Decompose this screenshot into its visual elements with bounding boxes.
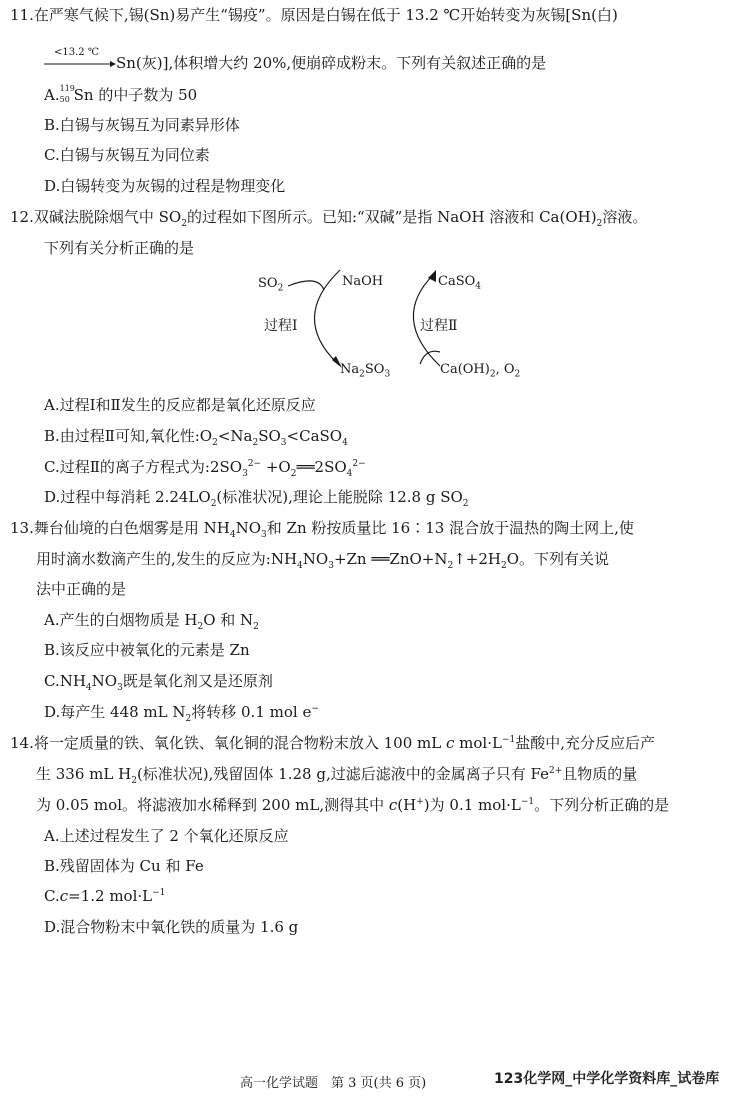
option-text: NO xyxy=(91,672,118,690)
option-text: D.每产生 448 mL N xyxy=(44,703,186,721)
subscript: 2 xyxy=(181,219,187,229)
reaction-arrow xyxy=(44,47,116,74)
q12-option-b xyxy=(44,425,348,447)
label-naoh: NaOH xyxy=(342,274,384,289)
stem-text: 生 336 mL H xyxy=(36,765,132,783)
mass-number: 119 xyxy=(59,84,75,93)
right-arrow-icon xyxy=(44,52,116,74)
q12-option-d xyxy=(44,486,469,508)
q14-stem-line-3 xyxy=(36,794,669,816)
stem-text: NO xyxy=(235,519,262,537)
subscript: 3 xyxy=(242,469,248,479)
q12-option-c xyxy=(44,456,366,478)
superscript: −1 xyxy=(152,888,166,898)
option-text: 既是氧化剂又是还原剂 xyxy=(122,672,273,690)
superscript: − xyxy=(311,704,319,714)
subscript: 4 xyxy=(229,530,236,540)
stem-text: 为 0.05 mol。将滤液加水稀释到 200 mL,测得其中 xyxy=(36,796,389,814)
subscript: 2 xyxy=(253,622,259,632)
option-text: D.过程中每消耗 2.24LO xyxy=(44,488,211,506)
q11-stem-text: 11.在严寒气候下,锡(Sn)易产生“锡疫”。原因是白锡在低于 13.2 ℃开始转变为灰锡[Sn(白) xyxy=(10,6,618,24)
formula-text: Ca(OH) xyxy=(440,362,490,377)
superscript: −1 xyxy=(520,797,535,807)
subscript: 4 xyxy=(85,683,92,693)
arrow-condition-label: <13.2 ℃ xyxy=(54,47,100,58)
stem-text: +Zn ══ZnO+N xyxy=(333,550,448,568)
q11-option-b: B.白锡与灰锡互为同素异形体 xyxy=(44,116,240,134)
q13-stem-line-3: 法中正确的是 xyxy=(36,580,127,598)
stem-text: 盐酸中,充分反应后产 xyxy=(515,734,656,752)
q13-option-d xyxy=(44,701,319,723)
q13-stem-line-1 xyxy=(10,517,634,539)
stem-text: 溶液。 xyxy=(602,208,648,226)
superscript: −1 xyxy=(501,735,516,745)
stem-text: mol·L xyxy=(454,734,502,752)
subscript: 2 xyxy=(197,622,204,632)
atomic-number: 50 xyxy=(59,95,70,104)
subscript: 2 xyxy=(252,438,259,448)
subscript: 2 xyxy=(277,283,284,294)
subscript: 3 xyxy=(117,683,123,693)
stem-text: 13.舞台仙境的白色烟雾是用 NH xyxy=(10,519,230,537)
stem-text: (标准状况),残留固体 1.28 g,过滤后滤液中的金属离子只有 Fe xyxy=(136,765,549,783)
q13-option-b: B.该反应中被氧化的元素是 Zn xyxy=(44,641,250,659)
q13-option-a xyxy=(44,609,259,631)
site-watermark: 123化学网_中学化学资料库_试卷库 xyxy=(494,1071,720,1087)
q12-stem-line-1 xyxy=(10,206,647,228)
q11-stem-text-2: Sn(灰)],体积增大约 20%,便崩碎成粉末。下列有关叙述正确的是 xyxy=(116,54,547,72)
subscript: 2 xyxy=(447,561,454,571)
subscript: 2 xyxy=(501,561,507,571)
subscript: 3 xyxy=(261,530,267,540)
variable-c: c xyxy=(388,796,398,814)
q14-stem-line-2 xyxy=(36,763,637,785)
option-text: +O xyxy=(261,458,291,476)
label-so2 xyxy=(258,276,283,292)
q14-option-a: A.上述过程发生了 2 个氧化还原反应 xyxy=(44,827,289,845)
stem-text: O。下列有关说 xyxy=(506,550,610,568)
stem-text: ↑+2H xyxy=(453,550,501,568)
stem-text: 和 Zn 粉按质量比 16∶13 混合放于温热的陶土网上,使 xyxy=(266,519,634,537)
stem-text: )为 0.1 mol·L xyxy=(423,796,521,814)
variable-c: c xyxy=(445,734,455,752)
label-caso4 xyxy=(438,274,481,290)
option-text: C.NH xyxy=(44,672,86,690)
formula-text: , O xyxy=(495,362,515,377)
q11-option-c: C.白锡与灰锡互为同位素 xyxy=(44,146,210,164)
formula-text: SO xyxy=(364,362,385,377)
subscript: 4 xyxy=(475,281,481,292)
option-text: 将转移 0.1 mol e xyxy=(191,703,312,721)
stem-text: 。下列分析正确的是 xyxy=(534,796,670,814)
option-text: C. xyxy=(44,887,60,905)
subscript: 3 xyxy=(328,561,334,571)
subscript: 3 xyxy=(384,369,391,380)
option-text: <CaSO xyxy=(286,427,343,445)
subscript: 4 xyxy=(342,438,348,448)
stem-text: 用时滴水数滴产生的,发生的反应为:NH xyxy=(36,550,298,568)
stem-text: 且物质的量 xyxy=(562,765,638,783)
option-text: O 和 N xyxy=(203,611,254,629)
subscript: 2 xyxy=(185,714,192,724)
subscript: 2 xyxy=(462,499,469,509)
q14-option-d: D.混合物粉末中氧化铁的质量为 1.6 g xyxy=(44,918,299,936)
subscript: 2 xyxy=(596,219,603,229)
label-process-1: 过程Ⅰ xyxy=(264,318,298,334)
superscript: + xyxy=(416,797,424,807)
q13-stem-line-2 xyxy=(36,548,609,570)
q11-stem-line-1 xyxy=(10,4,618,26)
q14-option-c xyxy=(44,885,165,907)
formula-text: SO xyxy=(258,276,278,291)
stem-text: (H xyxy=(397,796,417,814)
option-text: (标准状况),理论上能脱除 12.8 g SO xyxy=(216,488,463,506)
option-text: SO xyxy=(258,427,281,445)
subscript: 2 xyxy=(489,369,496,380)
label-na2so3 xyxy=(340,362,390,378)
stem-text: 的过程如下图所示。已知:“双碱”是指 NaOH 溶液和 Ca(OH) xyxy=(186,208,597,226)
subscript: 2 xyxy=(514,369,521,380)
superscript: 2− xyxy=(247,459,262,469)
superscript: 2− xyxy=(352,459,366,469)
formula-text: Na xyxy=(340,362,360,377)
subscript: 2 xyxy=(359,369,365,380)
q12-option-a: A.过程Ⅰ和Ⅱ发生的反应都是氧化还原反应 xyxy=(44,396,316,414)
subscript: 4 xyxy=(297,561,303,571)
label-process-2: 过程Ⅱ xyxy=(420,318,458,334)
subscript: 2 xyxy=(210,499,217,509)
formula-text: CaSO xyxy=(438,274,476,289)
stem-text: 14.将一定质量的铁、氧化铁、氧化铜的混合物粉末放入 100 mL xyxy=(10,734,446,752)
option-text: Sn 的中子数为 50 xyxy=(73,86,198,104)
label-caoh2-o2 xyxy=(440,362,520,378)
stem-text: NO xyxy=(302,550,329,568)
q14-stem-line-1 xyxy=(10,732,655,754)
q11-stem-line-2 xyxy=(44,47,547,74)
double-alkali-diagram xyxy=(250,268,530,384)
q12-stem-line-2: 下列有关分析正确的是 xyxy=(44,239,195,257)
isotope-notation xyxy=(60,84,74,106)
q11-option-d: D.白锡转变为灰锡的过程是物理变化 xyxy=(44,177,286,195)
option-letter: A. xyxy=(44,86,60,104)
variable-c: c xyxy=(59,887,69,905)
option-text: ══2SO xyxy=(296,458,347,476)
option-text: =1.2 mol·L xyxy=(68,887,153,905)
q13-option-c xyxy=(44,670,273,692)
q11-option-a xyxy=(44,84,197,106)
subscript: 2 xyxy=(290,469,297,479)
subscript: 2 xyxy=(212,438,218,448)
subscript: 3 xyxy=(280,438,287,448)
option-text: A.产生的白烟物质是 H xyxy=(44,611,198,629)
q14-option-b: B.残留固体为 Cu 和 Fe xyxy=(44,857,204,875)
subscript: 2 xyxy=(131,776,137,786)
option-text: <Na xyxy=(217,427,253,445)
stem-text: 12.双碱法脱除烟气中 SO xyxy=(10,208,182,226)
option-text: B.由过程Ⅱ可知,氧化性:O xyxy=(44,427,213,445)
subscript: 4 xyxy=(346,469,353,479)
option-text: C.过程Ⅱ的离子方程式为:2SO xyxy=(44,458,243,476)
superscript: 2+ xyxy=(548,766,563,776)
page-footer: 高一化学试题 第 3 页(共 6 页) xyxy=(240,1076,427,1091)
